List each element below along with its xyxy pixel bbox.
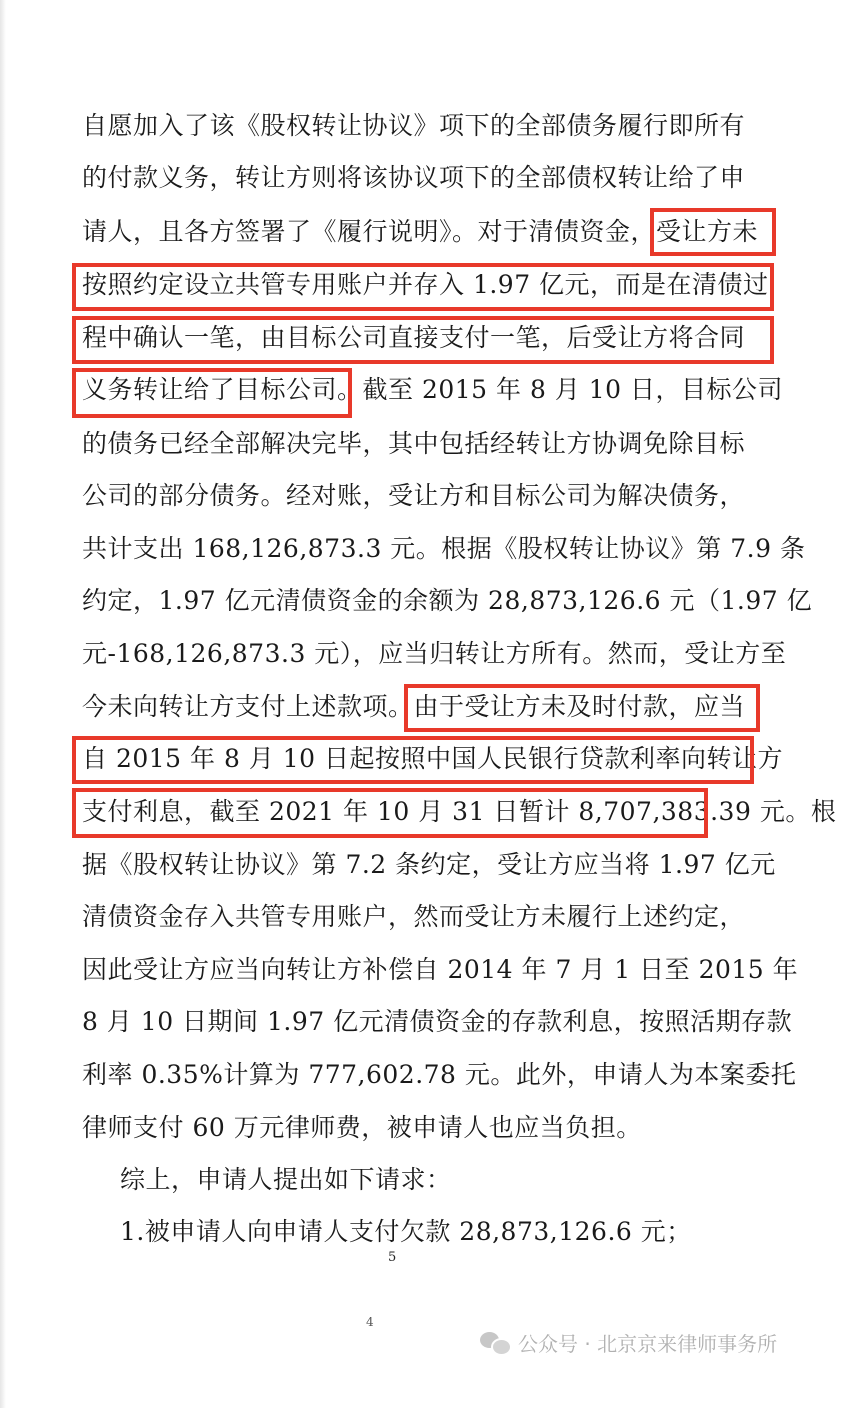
page-number: 5 <box>388 1250 397 1265</box>
body-line-12: 今未向转让方支付上述款项。由于受让方未及时付款，应当 <box>82 692 746 721</box>
body-line-17: 因此受让方应当向转让方补偿自 2014 年 7 月 1 日至 2015 年 <box>82 955 799 984</box>
body-line-3: 请人，且各方签署了《履行说明》。对于清债资金，受让方未 <box>82 217 759 246</box>
highlight-box-3 <box>72 316 774 364</box>
body-line-8: 公司的部分债务。经对账，受让方和目标公司为解决债务， <box>82 481 746 510</box>
body-line-6: 义务转让给了目标公司。截至 2015 年 8 月 10 日，目标公司 <box>82 375 784 404</box>
body-line-13: 自 2015 年 8 月 10 日起按照中国人民银行贷款利率向转让方 <box>82 744 784 773</box>
highlight-box-2 <box>72 263 774 311</box>
summary-line: 综上，申请人提出如下请求： <box>120 1165 452 1194</box>
body-line-10: 约定，1.97 亿元清债资金的余额为 28,873,126.6 元（1.97 亿 <box>82 586 813 615</box>
body-line-9: 共计支出 168,126,873.3 元。根据《股权转让协议》第 7.9 条 <box>82 534 806 563</box>
body-line-7: 的债务已经全部解决完毕，其中包括经转让方协调免除目标 <box>82 429 746 458</box>
body-line-1: 自愿加入了该《股权转让协议》项下的全部债务履行即所有 <box>82 111 746 140</box>
body-line-19: 利率 0.35%计算为 777,602.78 元。此外，申请人为本案委托 <box>82 1060 797 1089</box>
highlight-box-7 <box>72 788 708 838</box>
body-line-14: 支付利息，截至 2021 年 10 月 31 日暂计 8,707,383.39 元。根 <box>82 797 837 826</box>
request-item-1: 1.被申请人向申请人支付欠款 28,873,126.6 元； <box>120 1217 692 1246</box>
highlight-box-4 <box>72 368 352 418</box>
scan-edge-shadow <box>0 0 6 1408</box>
wechat-icon <box>480 1330 510 1354</box>
body-line-11: 元-168,126,873.3 元），应当归转让方所有。然而，受让方至 <box>82 639 787 668</box>
body-line-15: 据《股权转让协议》第 7.2 条约定，受让方应当将 1.97 亿元 <box>82 850 776 879</box>
watermark <box>480 1326 777 1358</box>
body-line-2: 的付款义务，转让方则将该协议项下的全部债权转让给了申 <box>82 163 746 192</box>
body-line-4: 按照约定设立共管专用账户并存入 1.97 亿元，而是在清债过 <box>82 270 769 299</box>
body-line-20: 律师支付 60 万元律师费，被申请人也应当负担。 <box>82 1113 642 1142</box>
highlight-box-1 <box>650 208 776 256</box>
highlight-box-5 <box>404 684 760 732</box>
watermark-text: 公众号 · 北京京来律师事务所 <box>518 1331 778 1356</box>
highlight-box-6 <box>72 736 754 784</box>
body-line-18: 8 月 10 日期间 1.97 亿元清债资金的存款利息，按照活期存款 <box>82 1007 793 1036</box>
body-line-16: 清债资金存入共管专用账户，然而受让方未履行上述约定， <box>82 902 746 931</box>
body-line-5: 程中确认一笔，由目标公司直接支付一笔，后受让方将合同 <box>82 323 746 352</box>
footer-mark: 4 <box>366 1315 374 1329</box>
